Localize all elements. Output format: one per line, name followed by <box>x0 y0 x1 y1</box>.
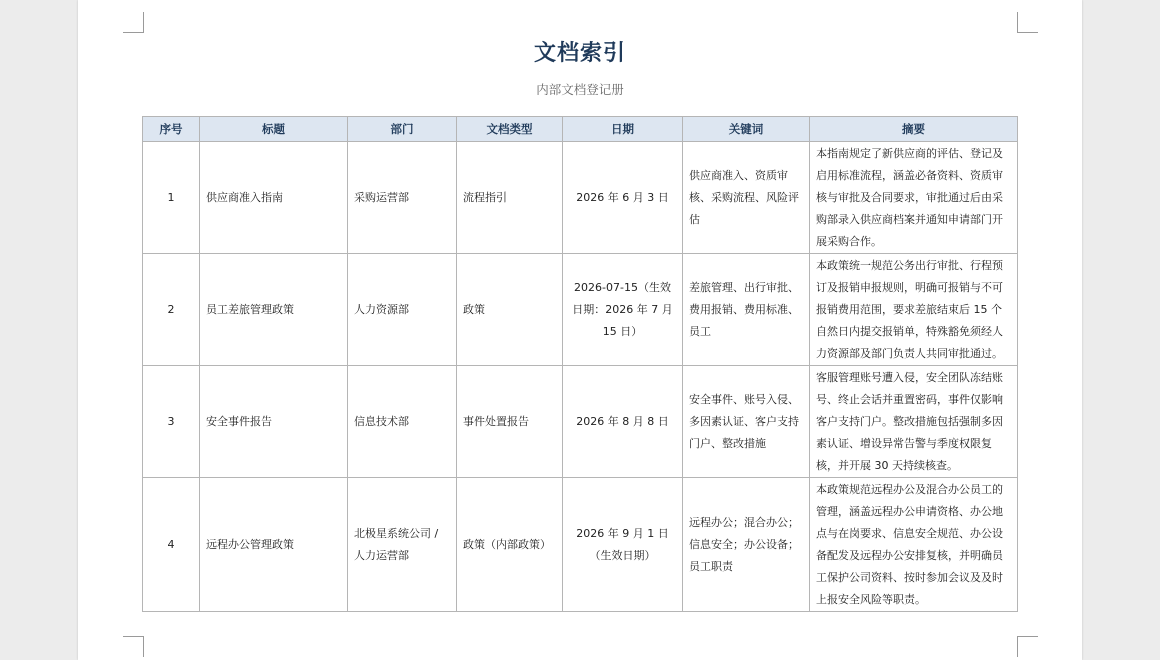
cell-date: 2026 年 9 月 1 日（生效日期） <box>563 478 683 612</box>
header-num: 序号 <box>143 117 200 142</box>
cell-date: 2026 年 6 月 3 日 <box>563 142 683 254</box>
cell-abstract: 本政策统一规范公务出行审批、行程预订及报销申报规则，明确可报销与不可报销费用范围，要求差旅结束后 15 个自然日内提交报销单，特殊豁免须经人力资源部及部门负责人共同审批通过。 <box>810 254 1018 366</box>
document-subtitle: 内部文档登记册 <box>536 82 624 97</box>
cell-keywords: 供应商准入、资质审核、采购流程、风险评估 <box>683 142 810 254</box>
document-index-table <box>142 116 1018 612</box>
cell-title: 远程办公管理政策 <box>200 478 348 612</box>
table-header-row <box>143 117 1018 142</box>
cell-dept: 采购运营部 <box>348 142 457 254</box>
cell-title: 员工差旅管理政策 <box>200 254 348 366</box>
crop-mark-bottom-left <box>123 636 144 657</box>
cell-dept: 人力资源部 <box>348 254 457 366</box>
cell-abstract: 客服管理账号遭入侵，安全团队冻结账号、终止会话并重置密码，事件仅影响客户支持门户。整改措施包括强制多因素认证、增设异常告警与季度权限复核，并开展 30 天持续核查。 <box>810 366 1018 478</box>
header-title: 标题 <box>200 117 348 142</box>
crop-mark-top-right <box>1017 12 1038 33</box>
cell-date: 2026 年 8 月 8 日 <box>563 366 683 478</box>
cell-keywords: 安全事件、账号入侵、多因素认证、客户支持门户、整改措施 <box>683 366 810 478</box>
header-date: 日期 <box>563 117 683 142</box>
cell-dept: 信息技术部 <box>348 366 457 478</box>
document-page <box>78 0 1082 660</box>
cell-title: 安全事件报告 <box>200 366 348 478</box>
cell-title: 供应商准入指南 <box>200 142 348 254</box>
cell-type: 政策（内部政策） <box>457 478 563 612</box>
header-dept: 部门 <box>348 117 457 142</box>
header-abstract: 摘要 <box>810 117 1018 142</box>
cell-num: 4 <box>143 478 200 612</box>
crop-mark-bottom-right <box>1017 636 1038 657</box>
table-row <box>143 254 1018 366</box>
cell-abstract: 本政策规范远程办公及混合办公员工的管理，涵盖远程办公申请资格、办公地点与在岗要求、信息安全规范、办公设备配发及远程办公安排复核，并明确员工保护公司资料、按时参加会议及及时上报安全风险等职责。 <box>810 478 1018 612</box>
table-row <box>143 366 1018 478</box>
cell-abstract: 本指南规定了新供应商的评估、登记及启用标准流程，涵盖必备资料、资质审核与审批及合同要求，审批通过后由采购部录入供应商档案并通知申请部门开展采购合作。 <box>810 142 1018 254</box>
header-keywords: 关键词 <box>683 117 810 142</box>
cell-num: 1 <box>143 142 200 254</box>
cell-num: 2 <box>143 254 200 366</box>
document-title: 文档索引 <box>533 41 626 66</box>
table-row <box>143 478 1018 612</box>
crop-mark-top-left <box>123 12 144 33</box>
cell-type: 事件处置报告 <box>457 366 563 478</box>
cell-dept: 北极星系统公司 / 人力运营部 <box>348 478 457 612</box>
table-row <box>143 142 1018 254</box>
cell-date: 2026-07-15（生效日期：2026 年 7 月 15 日） <box>563 254 683 366</box>
cell-type: 流程指引 <box>457 142 563 254</box>
cell-num: 3 <box>143 366 200 478</box>
cell-keywords: 远程办公；混合办公；信息安全；办公设备；员工职责 <box>683 478 810 612</box>
cell-type: 政策 <box>457 254 563 366</box>
cell-keywords: 差旅管理、出行审批、费用报销、费用标准、员工 <box>683 254 810 366</box>
header-type: 文档类型 <box>457 117 563 142</box>
